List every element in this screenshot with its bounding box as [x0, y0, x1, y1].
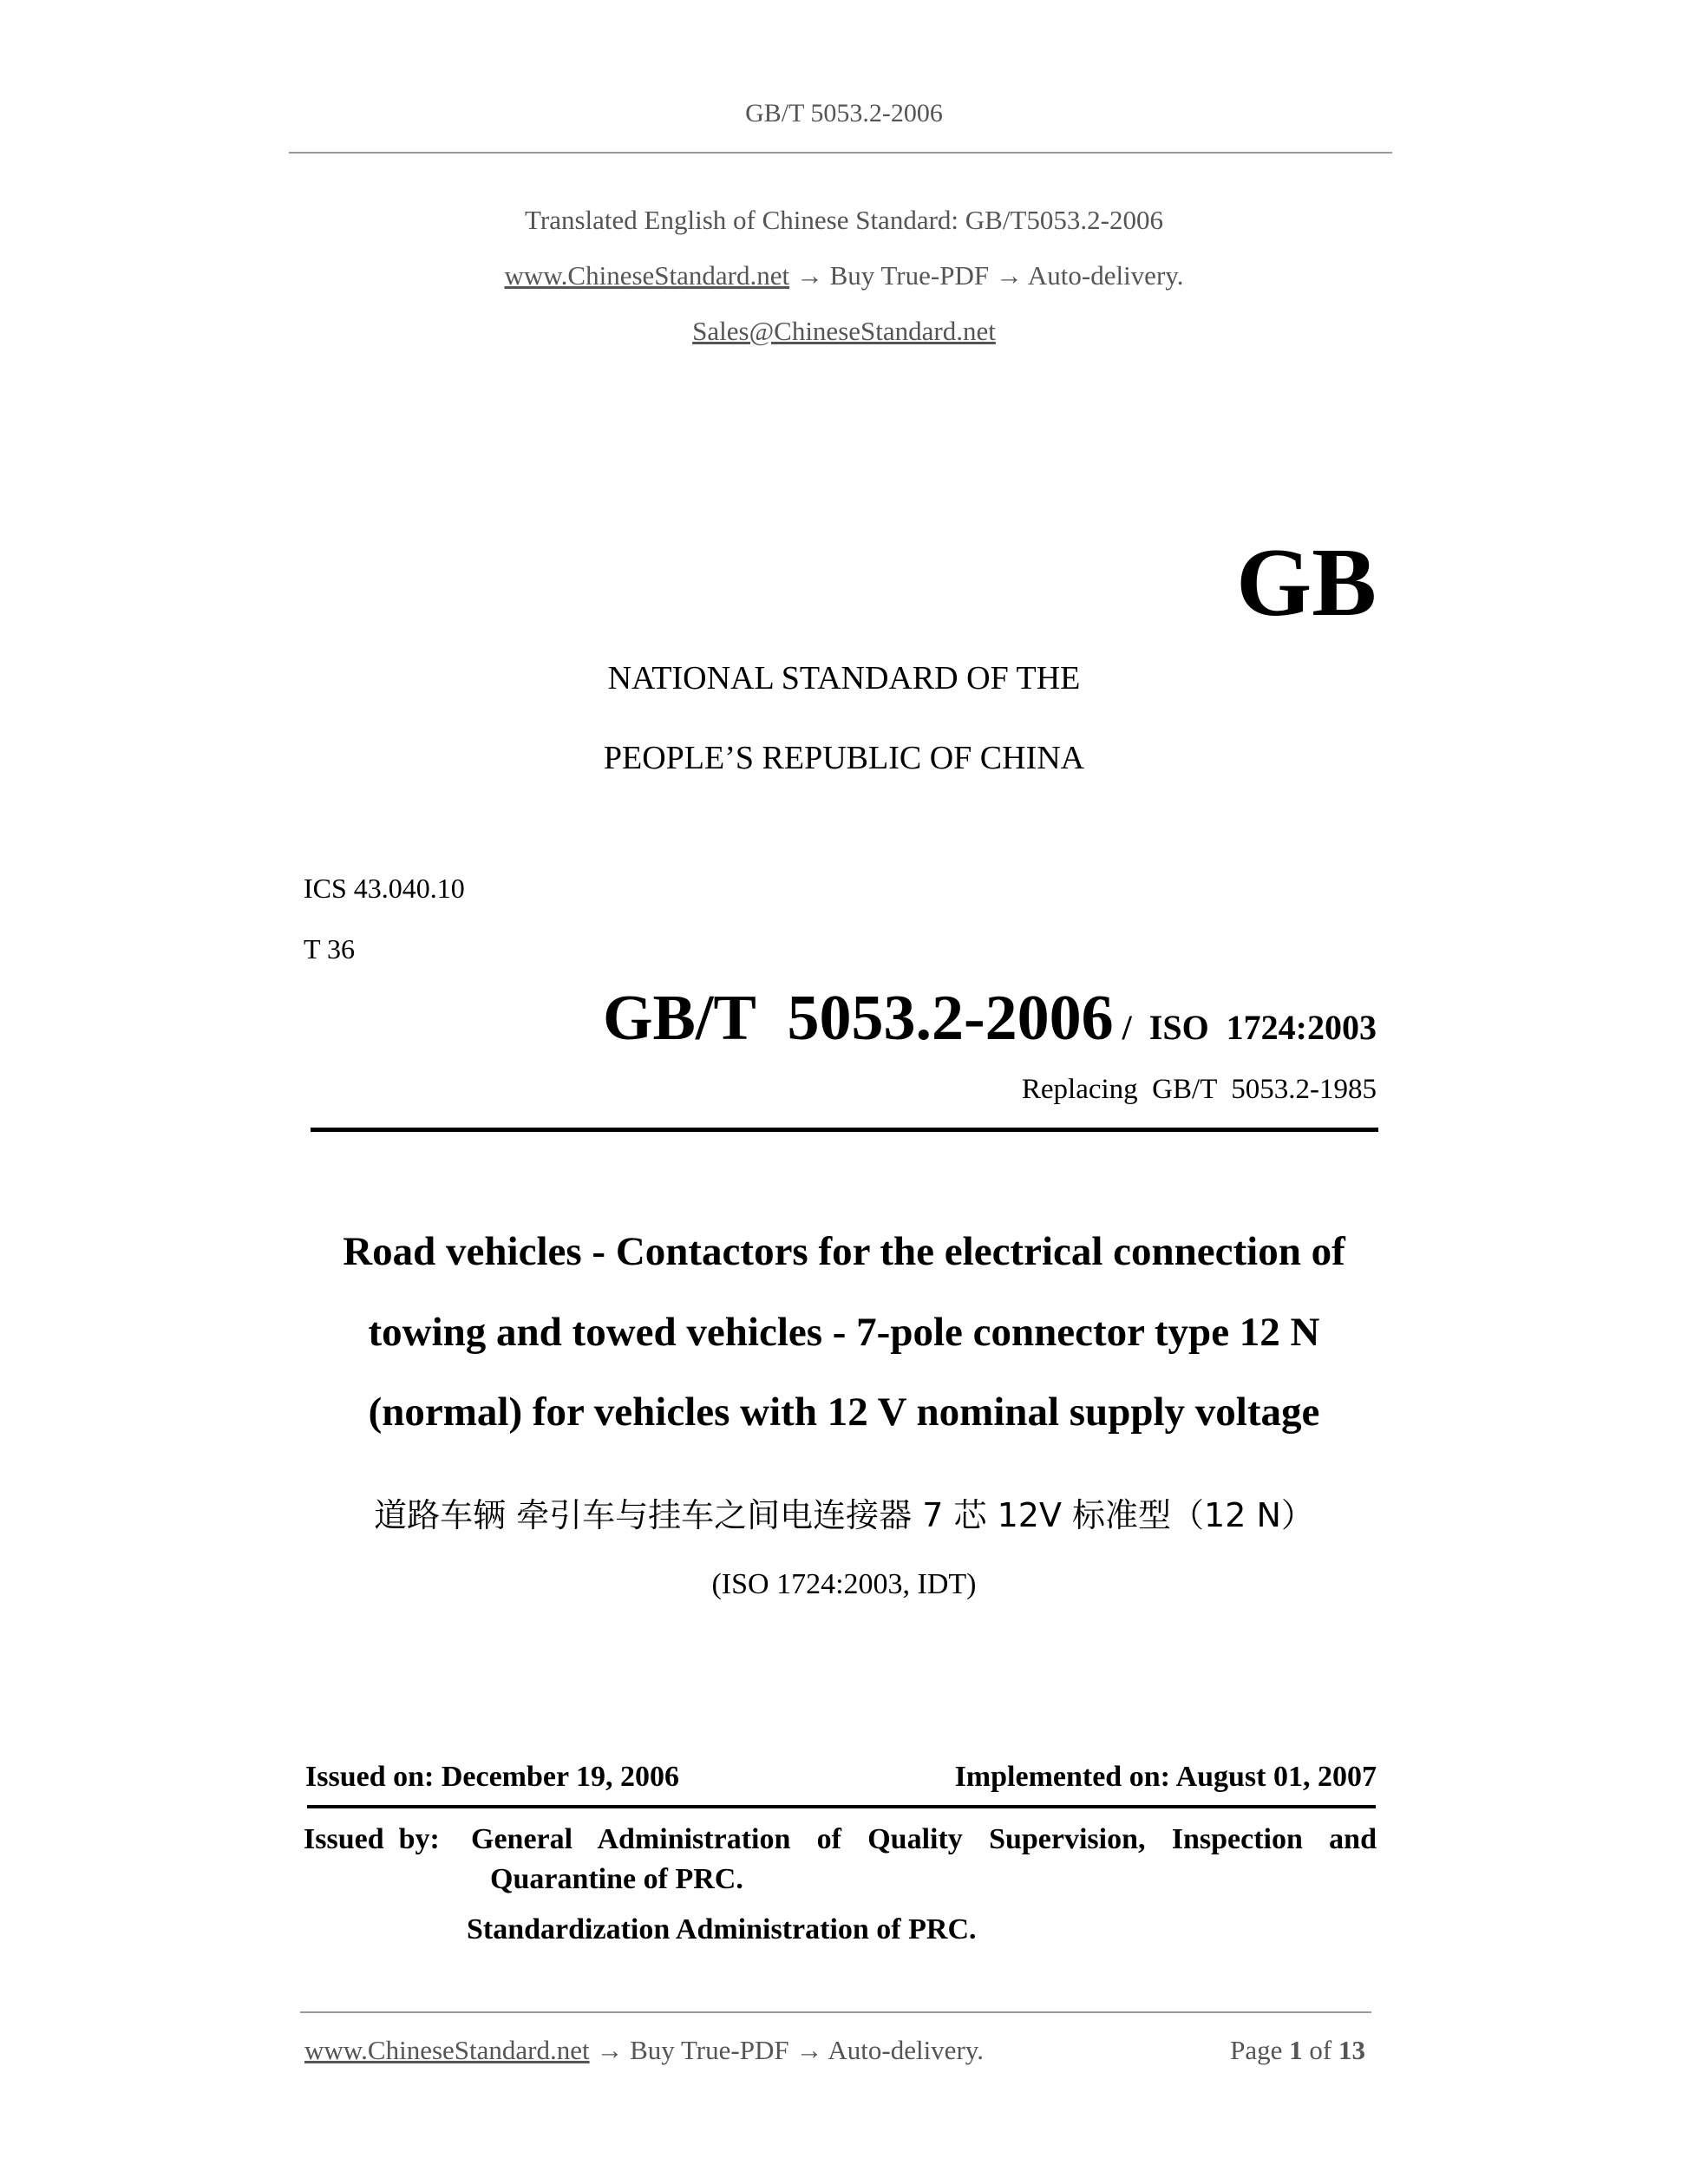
footer-buy-text: → Buy True-PDF → Auto-delivery.: [589, 2035, 984, 2065]
footer-promo: [304, 2035, 984, 2066]
header-divider: [289, 152, 1392, 154]
iso-equivalent: / ISO 1724:2003: [1113, 1008, 1377, 1047]
title-line-2: towing and towed vehicles - 7-pole connector type 12 N: [368, 1310, 1320, 1355]
website-link[interactable]: www.ChineseStandard.net: [504, 260, 790, 291]
footer-website-link[interactable]: www.ChineseStandard.net: [304, 2035, 590, 2065]
title-divider: [311, 1128, 1378, 1132]
page-label: Page: [1230, 2035, 1283, 2065]
promo-line: [0, 260, 1688, 291]
classification-code: T 36: [304, 933, 355, 964]
national-line-1: NATIONAL STANDARD OF THE: [607, 660, 1081, 696]
standard-number-line: [603, 982, 1377, 1056]
issued-by-line-2: Quarantine of PRC.: [490, 1863, 743, 1895]
sales-line: [0, 316, 1688, 347]
buy-text: → Buy True-PDF → Auto-delivery.: [789, 260, 1184, 291]
issued-by-label: Issued by:: [304, 1823, 440, 1855]
issued-by-line-1: General Administration of Quality Supervision, Inspection and: [471, 1823, 1377, 1855]
page-indicator: [1230, 2035, 1365, 2066]
dates-divider: [307, 1805, 1376, 1808]
chinese-title: 道路车辆 牵引车与挂车之间电连接器 7 芯 12V 标准型（12 N）: [374, 1496, 1314, 1534]
standard-number: GB/T 5053.2-2006: [603, 983, 1114, 1054]
sales-email-link[interactable]: Sales@ChineseStandard.net: [692, 316, 996, 346]
footer-divider: [300, 2011, 1371, 2013]
running-header: GB/T 5053.2-2006: [745, 99, 943, 128]
page-of: of: [1309, 2035, 1332, 2065]
national-line-2: PEOPLE’S REPUBLIC OF CHINA: [603, 740, 1085, 776]
title-line-3: (normal) for vehicles with 12 V nominal supply voltage: [368, 1390, 1320, 1435]
issued-by-line-3: Standardization Administration of PRC.: [467, 1913, 977, 1945]
ics-code: ICS 43.040.10: [304, 873, 465, 904]
page-total: 13: [1338, 2035, 1365, 2065]
implemented-on: Implemented on: August 01, 2007: [954, 1761, 1377, 1793]
issued-on: Issued on: December 19, 2006: [305, 1761, 679, 1793]
iso-reference: (ISO 1724:2003, IDT): [711, 1568, 977, 1600]
gb-logo: GB: [1236, 529, 1377, 637]
replacing-note: Replacing GB/T 5053.2-1985: [1021, 1074, 1377, 1105]
translated-line: Translated English of Chinese Standard: GB/T5053.2-2006: [525, 205, 1163, 235]
title-line-1: Road vehicles - Contactors for the electrical connection of: [343, 1229, 1345, 1274]
page-current: 1: [1289, 2035, 1303, 2065]
